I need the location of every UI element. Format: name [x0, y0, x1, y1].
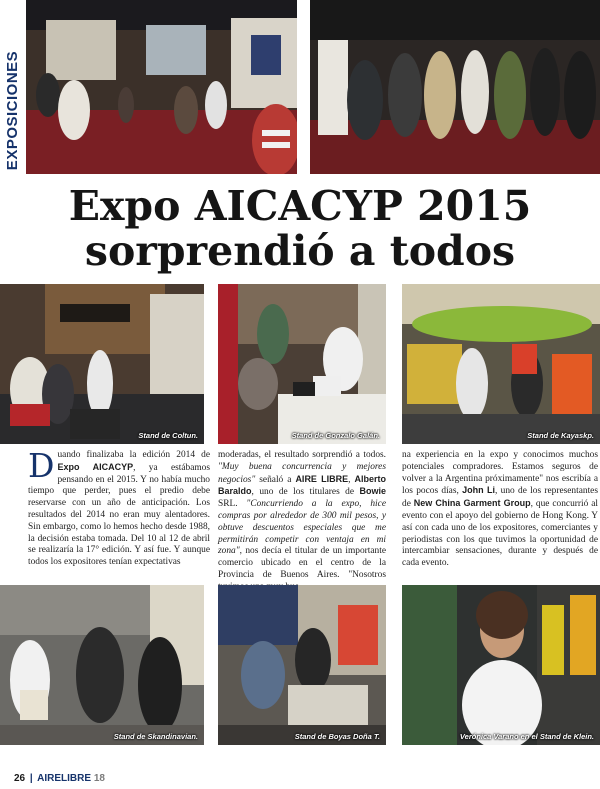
magazine-name: AIRELIBRE: [37, 773, 92, 784]
photo-expo-hall: [26, 0, 297, 174]
article-column-1: Duando finalizaba la edición 2014 de Expo AICACYP, ya estábamos pensando en el 2015. Y no había mucho tiempo que perder, pues el predio debe reservarse con un año de anticipación. Los resultados del 2014 no eran muy alentadores. Sin embargo, como lo hemos hecho desde 1988, la decisión estaba tomada. Del 10 al 12 de abril se realizaría la 17° edición. Y así fue. Y aunque todos los expositores tenían expectativas: [28, 446, 210, 568]
caption-boyas: Stand de Boyas Doña T.: [294, 732, 380, 741]
caption-coltun: Stand de Coltun.: [138, 431, 198, 440]
article-column-3: na experiencia en la expo y conocimos muchos potenciales compradores. Estamos seguros de volver a la Argentina próximamente" nos escribía a los pocos días, John Li, uno de los representantes de New China Garment Group, que concurrió al evento con el apoyo del gobierno de Hong Kong. Y así con cada uno de los expositores, comerciantes y periodistas con los que tuvimos la oportunidad de intercambiar sensaciones, durante y después de cada evento.: [402, 450, 598, 569]
issue-number: 18: [93, 773, 105, 784]
photo-stand-klein: [402, 585, 600, 745]
page-number: 26: [14, 773, 26, 784]
photo-stand-coltun: [0, 284, 204, 444]
headline-line-2: sorprendió a todos: [84, 227, 516, 275]
caption-skandinavian: Stand de Skandinavian.: [113, 732, 198, 741]
photo-expo-visitors: [310, 0, 600, 174]
photo-stand-boyas: [218, 585, 386, 745]
article-column-2: moderadas, el resultado sorprendió a todos. "Muy buena concurrencia y mejores negocios" señaló a AIRE LIBRE, Alberto Baraldo, uno de los titulares de Bowie SRL. "Concurriendo a la expo, hice compras por alrededor de 300 mil pesos, y obtuve descuentos especiales que me permitirán competir con ventaja en mi zona", nos decía el titular de un importante comercio ubicado en el centro de la Provincia de Buenos Aires. "Nosotros: [218, 450, 386, 580]
photo-stand-kayaskp: [402, 284, 600, 444]
photo-stand-galan: [218, 284, 386, 444]
caption-klein: Verónica Varano en el Stand de Klein.: [459, 732, 594, 741]
caption-kayaskp: Stand de Kayaskp.: [527, 431, 594, 440]
footer-separator: |: [29, 773, 33, 784]
caption-galan: Stand de Gonzalo Galán.: [291, 431, 380, 440]
section-label: EXPOSICIONES: [4, 50, 22, 170]
page-footer: [14, 773, 105, 784]
photo-stand-skandinavian: [0, 585, 204, 745]
headline-line-1: Expo AICACYP 2015: [68, 182, 532, 230]
drop-cap: D: [28, 446, 55, 485]
